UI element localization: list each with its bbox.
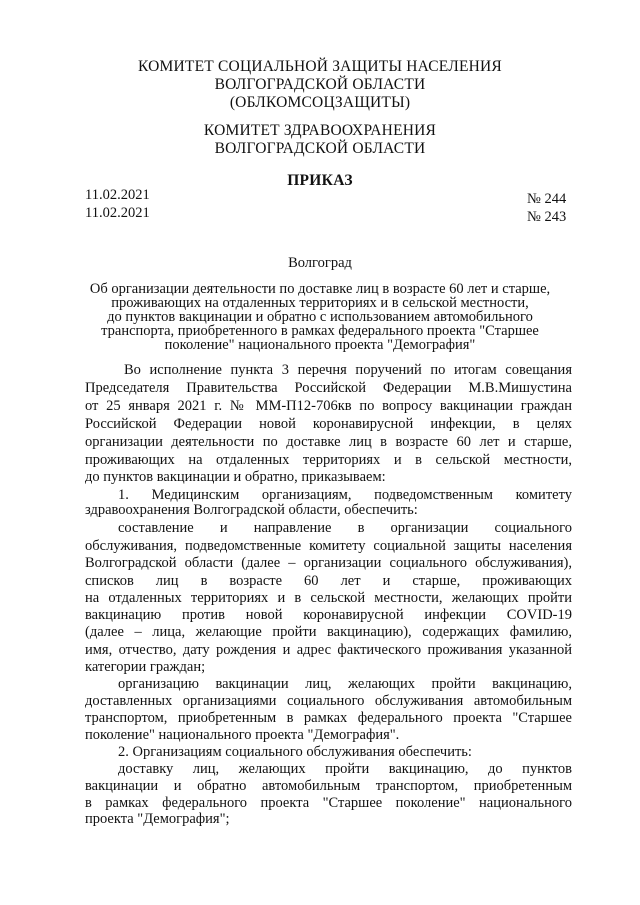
document-date-2: 11.02.2021: [85, 205, 150, 221]
subject-line: проживающих на отдаленных территориях и в сельской местности,: [111, 295, 529, 311]
body-line: здравоохранения Волгоградской области, обеспечить:: [85, 502, 418, 518]
body-line: проживающих на отдаленных территориях и в сельской местности,: [85, 452, 572, 468]
committee2-line-2: ВОЛГОГРАДСКОЙ ОБЛАСТИ: [214, 140, 426, 157]
body-line: обслуживания, подведомственные комитету социальной защиты населения: [85, 538, 572, 554]
committee1-line-3: (ОБЛКОМСОЦЗАЩИТЫ): [229, 94, 411, 111]
committee1-line-2: ВОЛГОГРАДСКОЙ ОБЛАСТИ: [214, 76, 426, 93]
subject-line: до пунктов вакцинации и обратно с использованием автомобильного: [107, 309, 533, 325]
body-line: вакцинации и обратно автомобильным транспортом, приобретенным: [85, 778, 572, 794]
body-line: имя, отчество, дату рождения и адрес фактического проживания указанной: [85, 642, 572, 658]
subject-line: транспорта, приобретенного в рамках федерального проекта "Старшее: [101, 323, 539, 339]
body-line: 2. Организациям социального обслуживания обеспечить:: [118, 744, 472, 760]
body-line: Во исполнение пункта 3 перечня поручений по итогам совещания: [124, 362, 572, 378]
body-line: Волгоградской области (далее – организации социального обслуживания),: [85, 555, 572, 571]
document-city: Волгоград: [288, 255, 352, 271]
body-line: организацию вакцинации лиц, желающих пройти вакцинацию,: [118, 676, 572, 692]
body-line: (далее – лица, желающие пройти вакцинацию), содержащих фамилию,: [85, 624, 572, 640]
subject-line: Об организации деятельности по доставке лиц в возрасте 60 лет и старше,: [89, 281, 551, 297]
body-line: организации деятельности по доставке лиц в возрасте 60 лет и старше,: [85, 434, 572, 450]
body-line: доставку лиц, желающих пройти вакцинацию, до пунктов: [118, 761, 572, 777]
committee1-line-1: КОМИТЕТ СОЦИАЛЬНОЙ ЗАЩИТЫ НАСЕЛЕНИЯ: [138, 58, 502, 75]
body-line: транспортом, приобретенным в рамках федерального проекта "Старшее: [85, 710, 572, 726]
body-line: Российской Федерации новой коронавирусной инфекции, в целях: [85, 416, 572, 432]
body-line: категории граждан;: [85, 659, 206, 675]
committee2-line-1: КОМИТЕТ ЗДРАВООХРАНЕНИЯ: [203, 122, 437, 139]
body-line: составление и направление в организации социального: [118, 520, 572, 536]
document-number-2: № 243: [527, 209, 567, 225]
body-line: до пунктов вакцинации и обратно, приказываем:: [85, 469, 386, 485]
subject-line: поколение" национального проекта "Демография": [164, 337, 476, 353]
body-line: на отдаленных территориях и в сельской местности, желающих пройти: [85, 590, 572, 606]
body-line: в рамках федерального проекта "Старшее поколение" национального: [85, 795, 572, 811]
body-line: 1. Медицинским организациям, подведомственным комитету: [118, 487, 572, 503]
body-line: доставленных организациями социального обслуживания автомобильным: [85, 693, 572, 709]
document-date-1: 11.02.2021: [85, 187, 150, 203]
body-line: списков лиц в возрасте 60 лет и старше, проживающих: [85, 573, 572, 589]
document-type-title: ПРИКАЗ: [287, 172, 353, 189]
body-line: Председателя Правительства Российской Федерации М.В.Мишустина: [85, 380, 572, 396]
document-number-1: № 244: [527, 191, 567, 207]
body-line: поколение" национального проекта "Демография".: [85, 727, 400, 743]
body-line: от 25 января 2021 г. № ММ-П12-706кв по вопросу вакцинации граждан: [85, 398, 572, 414]
body-line: вакцинацию против новой коронавирусной инфекции COVID-19: [85, 607, 572, 623]
body-line: проекта "Демография";: [85, 811, 230, 827]
